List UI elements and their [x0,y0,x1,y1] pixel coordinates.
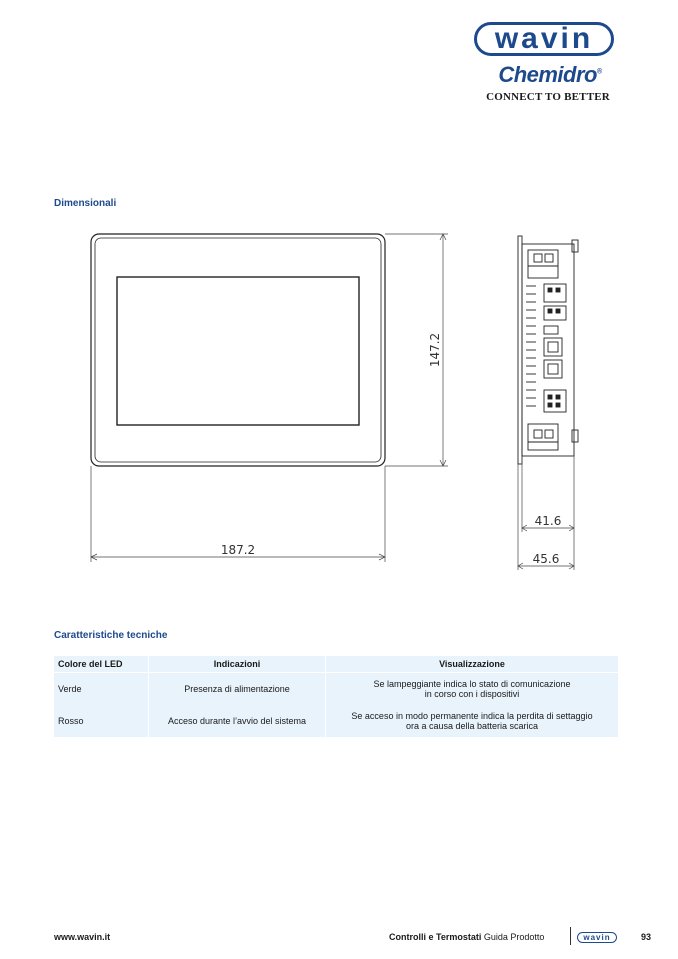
ethernet-port-2 [544,360,562,378]
header-led-color: Colore del LED [54,656,149,673]
header-display: Visualizzazione [326,656,619,673]
page-number: 93 [641,932,652,942]
front-inner-frame [95,238,381,462]
wavin-logo: wavin [474,22,614,56]
usb-port [544,326,558,334]
depth-outer-label: 45.6 [532,552,560,566]
height-label: 147.2 [428,332,442,368]
vent-slots [526,286,536,406]
chemidro-wordmark: Chemidro [498,62,597,87]
footer-wavin-logo: wavin [577,932,617,943]
display-line-2: in corso con i dispositivi [424,689,520,699]
cell-indication: Presenza di alimentazione [149,673,326,706]
cell-led-color: Verde [54,673,149,706]
registered-mark: ® [597,68,602,76]
table-row [54,705,618,737]
table-row [54,673,618,706]
depth-inner-label: 41.6 [534,514,562,528]
brand-tagline: CONNECT TO BETTER [486,91,610,103]
front-view [91,234,385,466]
width-label: 187.2 [220,543,256,557]
dimensions-title: Dimensionali [54,198,117,209]
led-spec-table [54,656,618,737]
header-indications: Indicazioni [149,656,326,673]
display-line-1: Se acceso in modo permanente indica la perdita di settaggio [351,711,593,721]
screen-area [117,277,359,425]
table-header-row [54,656,618,673]
cell-display [326,673,619,706]
lower-terminal [544,390,566,412]
cell-display [326,705,619,737]
cell-indication: Acceso durante l’avvio del sistema [149,705,326,737]
display-line-2: ora a causa della batteria scarica [405,721,539,731]
bottom-connector [528,424,558,450]
top-connector [528,250,558,278]
front-outer-frame [91,234,385,466]
cell-led-color: Rosso [54,705,149,737]
footer-doc-bold: Controlli e Termostati [389,932,482,942]
specs-title: Caratteristiche tecniche [54,630,168,641]
footer-doc-rest: Guida Prodotto [483,932,545,942]
footer-url[interactable]: www.wavin.it [54,932,111,942]
side-bezel [518,236,522,464]
footer-doc-title [389,932,544,942]
ethernet-port-1 [544,338,562,356]
footer-divider [570,927,571,945]
display-line-1: Se lampeggiante indica lo stato di comunicazione [373,679,571,689]
terminal-block [544,284,566,302]
